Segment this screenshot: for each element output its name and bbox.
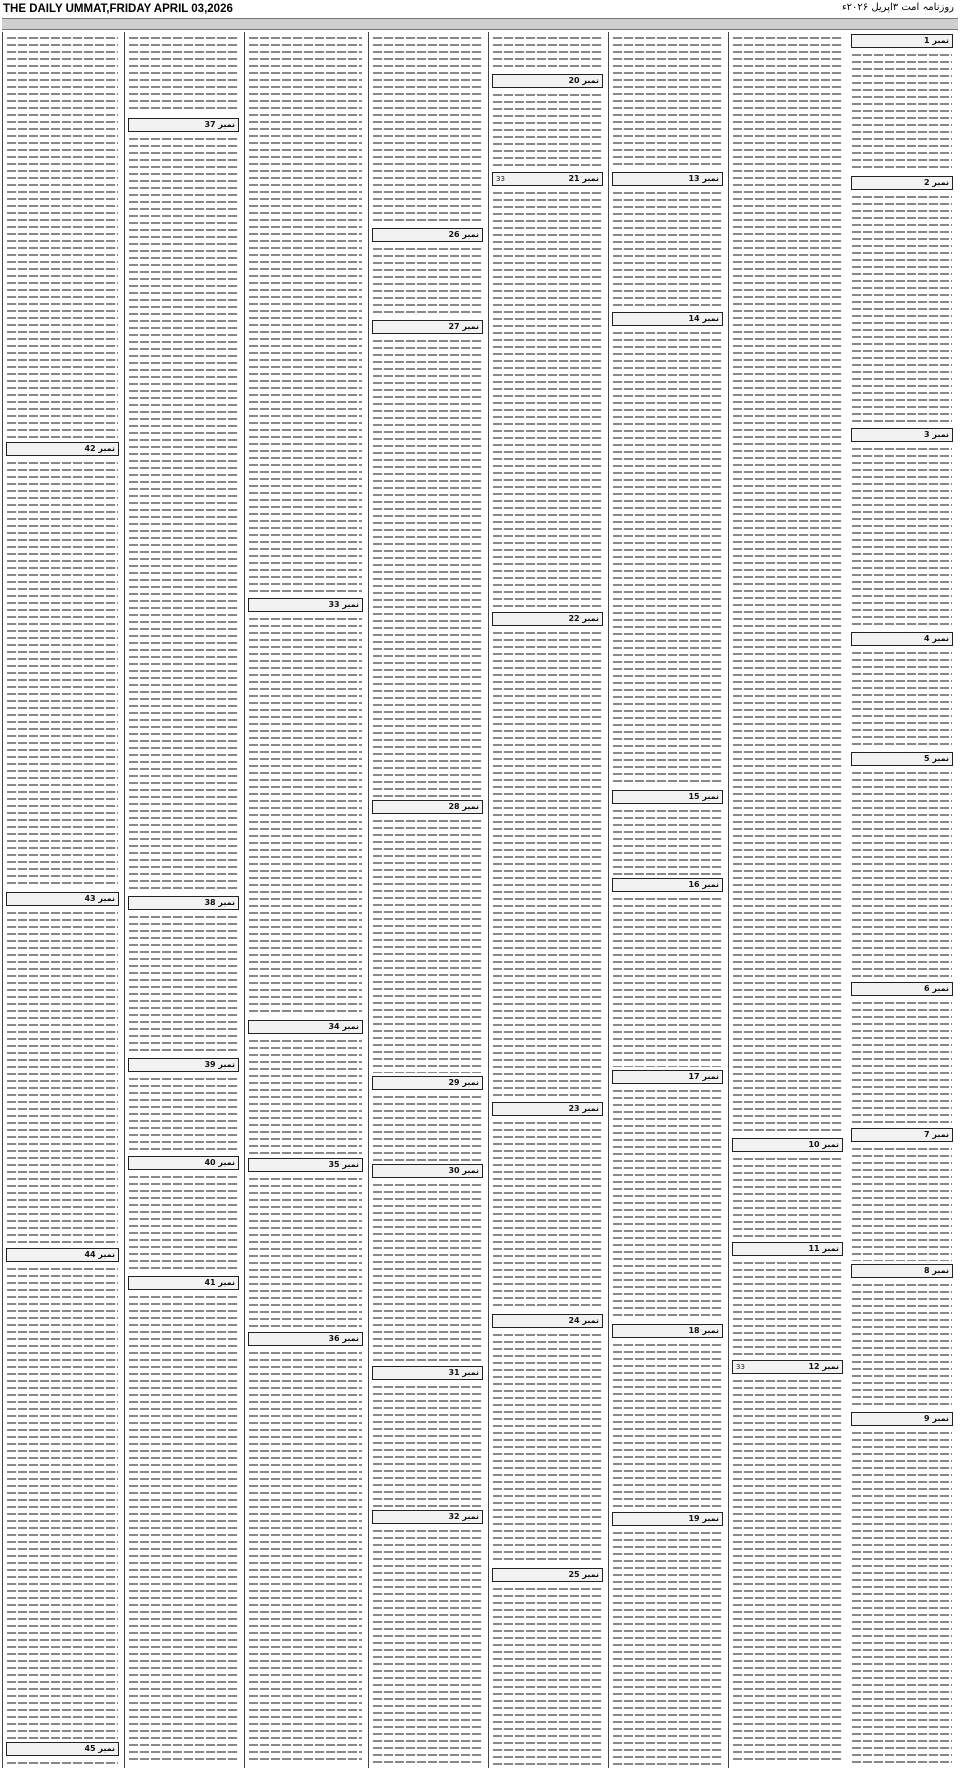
ad-text-block (129, 913, 238, 1055)
ad-text-block (493, 1331, 602, 1565)
ad-text-block (249, 615, 362, 1017)
ad-number-box (851, 1412, 953, 1426)
ad-number: نمبر 17 (688, 1072, 719, 1081)
ad-number-box (128, 1156, 239, 1170)
ad-number-box (6, 1248, 119, 1262)
ad-text-block (852, 1429, 952, 1765)
ad-text-block (852, 193, 952, 425)
ad-number: نمبر 5 (924, 754, 949, 763)
ad-text-block (129, 34, 238, 114)
ad-text-block (373, 337, 482, 797)
ad-number: نمبر 30 (448, 1166, 479, 1175)
ad-number: نمبر 12 (808, 1362, 839, 1371)
ad-text-block (129, 1075, 238, 1153)
column-7 (124, 32, 242, 1768)
masthead-english-title: THE DAILY UMMAT,FRIDAY APRIL 03,2026 (3, 3, 233, 15)
ad-number: نمبر 1 (924, 36, 949, 45)
ad-number-box (248, 1020, 363, 1034)
ad-number-box (6, 442, 119, 456)
ad-number: نمبر 45 (84, 1744, 115, 1753)
ad-number-box (851, 34, 953, 48)
ad-text-block (249, 1175, 362, 1329)
ad-number: نمبر 35 (328, 1160, 359, 1169)
ad-number: نمبر 8 (924, 1266, 949, 1275)
ad-text-block (493, 34, 602, 70)
ad-text-block (733, 34, 842, 1134)
ad-text-block (7, 1759, 118, 1765)
ad-number-box (612, 1070, 723, 1084)
ad-number-box (612, 1324, 723, 1338)
ad-number-box (6, 1742, 119, 1756)
ad-number: نمبر 42 (84, 444, 115, 453)
ad-text-block (613, 807, 722, 875)
ad-number: نمبر 2 (924, 178, 949, 187)
ad-number: نمبر 18 (688, 1326, 719, 1335)
ad-number: نمبر 13 (688, 174, 719, 183)
column-1 (848, 32, 956, 1768)
ad-number: نمبر 10 (808, 1140, 839, 1149)
ad-number-box (851, 632, 953, 646)
column-6 (244, 32, 366, 1768)
ad-text-block (613, 1341, 722, 1509)
ad-text-block (373, 1527, 482, 1765)
ad-number-box (851, 982, 953, 996)
ad-number: نمبر 19 (688, 1514, 719, 1523)
ad-text-block (373, 1383, 482, 1507)
ad-number: نمبر 24 (568, 1316, 599, 1325)
ad-text-block (373, 1093, 482, 1161)
ad-category-label: 33 (496, 175, 505, 183)
ad-text-block (373, 1181, 482, 1363)
ad-number-box (372, 320, 483, 334)
ad-number: نمبر 29 (448, 1078, 479, 1087)
ad-text-block (129, 135, 238, 893)
ad-text-block (613, 189, 722, 309)
ad-number-box (128, 118, 239, 132)
ad-text-block (7, 459, 118, 889)
column-4 (488, 32, 606, 1768)
ad-text-block (129, 1173, 238, 1273)
ad-number: نمبر 23 (568, 1104, 599, 1113)
ad-number-box (492, 172, 603, 186)
ad-number-box (372, 1366, 483, 1380)
ad-text-block (613, 329, 722, 787)
ad-text-block (852, 999, 952, 1125)
ad-number-box (492, 612, 603, 626)
ad-number-box (851, 428, 953, 442)
ad-number: نمبر 6 (924, 984, 949, 993)
ad-number: نمبر 20 (568, 76, 599, 85)
ad-number: نمبر 34 (328, 1022, 359, 1031)
ad-number: نمبر 38 (204, 898, 235, 907)
ad-number-box (248, 1158, 363, 1172)
ad-number-box (492, 1568, 603, 1582)
ad-number-box (128, 1058, 239, 1072)
ad-text-block (249, 1037, 362, 1155)
ad-text-block (733, 1259, 842, 1357)
ad-number: نمبر 7 (924, 1130, 949, 1139)
ad-number: نمبر 3 (924, 430, 949, 439)
ad-number: نمبر 16 (688, 880, 719, 889)
ad-number-box (612, 790, 723, 804)
ad-number-box (248, 598, 363, 612)
ad-text-block (373, 34, 482, 224)
classified-columns (2, 32, 958, 1768)
ad-text-block (7, 34, 118, 438)
ad-number: نمبر 33 (328, 600, 359, 609)
ad-text-block (373, 817, 482, 1073)
ad-number-box (372, 1164, 483, 1178)
ad-number: نمبر 44 (84, 1250, 115, 1259)
ad-text-block (7, 1265, 118, 1739)
ad-number-box (732, 1360, 843, 1374)
ad-number: نمبر 21 (568, 174, 599, 183)
ad-number-box (732, 1138, 843, 1152)
ad-number-box (492, 1102, 603, 1116)
ad-text-block (613, 1087, 722, 1321)
ad-number: نمبر 11 (808, 1244, 839, 1253)
ad-category-label: 33 (736, 1363, 745, 1371)
ad-text-block (493, 189, 602, 609)
column-3 (608, 32, 726, 1768)
ad-number-box (128, 896, 239, 910)
ad-number-box (851, 1128, 953, 1142)
ad-number-box (6, 892, 119, 906)
ad-number-box (612, 878, 723, 892)
ad-number: نمبر 36 (328, 1334, 359, 1343)
ad-text-block (613, 1529, 722, 1765)
ad-text-block (852, 649, 952, 749)
ad-number: نمبر 43 (84, 894, 115, 903)
ad-number-box (612, 172, 723, 186)
ad-number: نمبر 26 (448, 230, 479, 239)
ad-number-box (851, 176, 953, 190)
column-8 (2, 32, 122, 1768)
ad-number-box (851, 1264, 953, 1278)
masthead-urdu-title: روزنامہ امت ۳اپریل ۲۰۲۶ء (841, 2, 954, 13)
ad-number: نمبر 28 (448, 802, 479, 811)
ad-number: نمبر 39 (204, 1060, 235, 1069)
ad-number: نمبر 32 (448, 1512, 479, 1521)
ad-text-block (493, 1119, 602, 1311)
ad-number: نمبر 27 (448, 322, 479, 331)
ad-text-block (852, 445, 952, 629)
ad-number-box (128, 1276, 239, 1290)
ad-text-block (733, 1377, 842, 1765)
ad-text-block (613, 34, 722, 168)
column-2 (728, 32, 846, 1768)
ad-number: نمبر 22 (568, 614, 599, 623)
ad-number-box (851, 752, 953, 766)
ad-number-box (372, 1076, 483, 1090)
ad-text-block (249, 1349, 362, 1765)
ad-number-box (248, 1332, 363, 1346)
ad-number: نمبر 4 (924, 634, 949, 643)
ad-number: نمبر 41 (204, 1278, 235, 1287)
ad-text-block (852, 1145, 952, 1261)
ad-text-block (852, 1281, 952, 1409)
ad-number-box (612, 312, 723, 326)
ad-number: نمبر 15 (688, 792, 719, 801)
column-5 (368, 32, 486, 1768)
ad-number-box (372, 800, 483, 814)
ad-number-box (732, 1242, 843, 1256)
ad-number: نمبر 37 (204, 120, 235, 129)
ad-number: نمبر 31 (448, 1368, 479, 1377)
ad-text-block (852, 769, 952, 979)
ad-text-block (613, 895, 722, 1067)
ad-text-block (733, 1155, 842, 1239)
ad-number-box (612, 1512, 723, 1526)
ad-text-block (493, 629, 602, 1099)
masthead-rule (2, 18, 958, 30)
ad-text-block (129, 1293, 238, 1765)
ad-text-block (493, 91, 602, 169)
ad-text-block (249, 34, 362, 594)
ad-number-box (372, 228, 483, 242)
ad-text-block (373, 245, 482, 317)
ad-text-block (7, 909, 118, 1245)
ad-number: نمبر 25 (568, 1570, 599, 1579)
ad-text-block (493, 1585, 602, 1765)
ad-number: نمبر 14 (688, 314, 719, 323)
ad-number-box (492, 1314, 603, 1328)
ad-text-block (852, 51, 952, 173)
masthead (0, 0, 960, 30)
ad-number-box (372, 1510, 483, 1524)
ad-number-box (492, 74, 603, 88)
ad-number: نمبر 40 (204, 1158, 235, 1167)
ad-number: نمبر 9 (924, 1414, 949, 1423)
